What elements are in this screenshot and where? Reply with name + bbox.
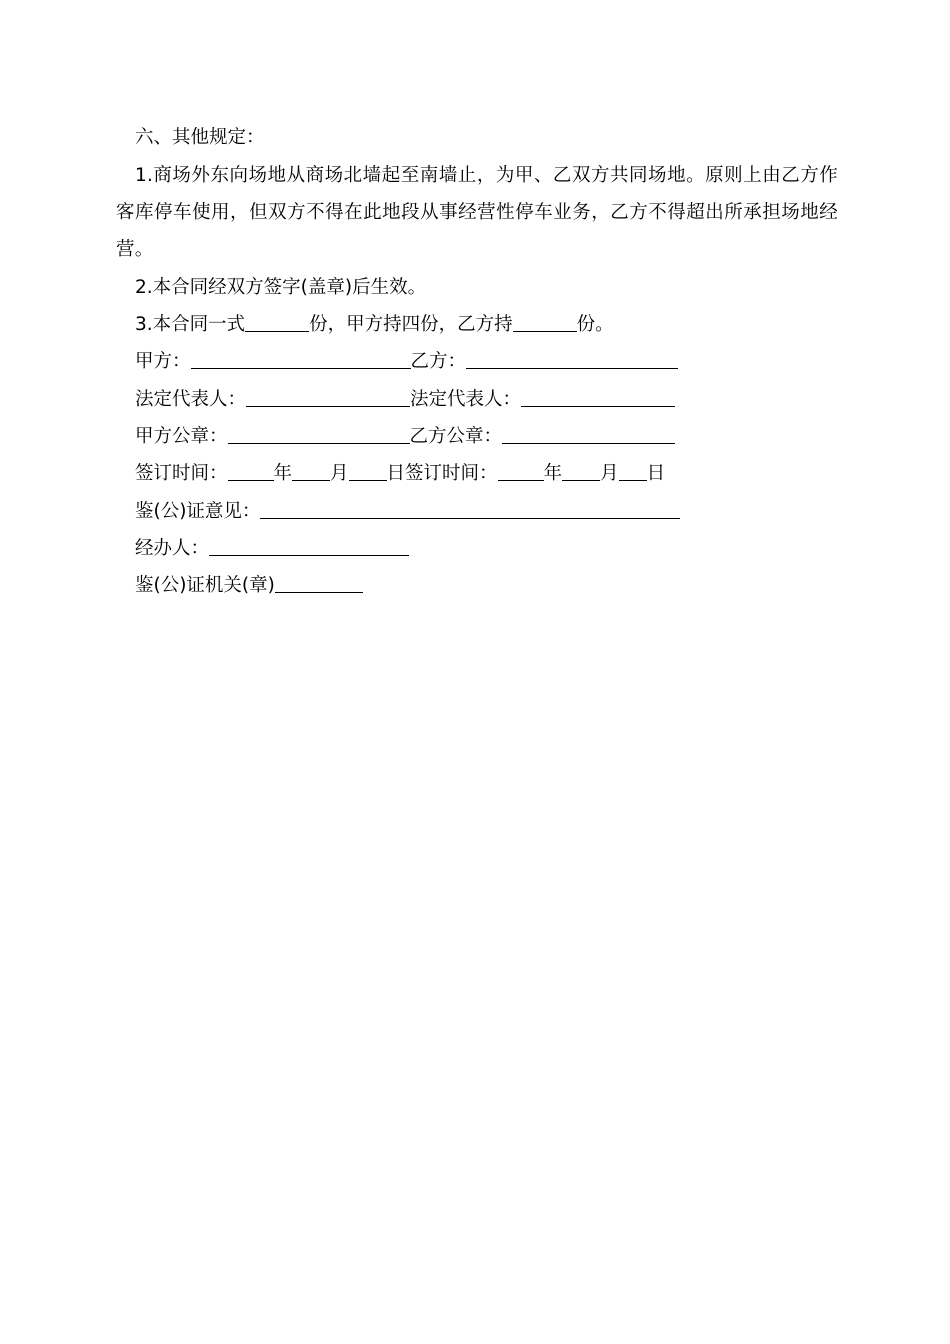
date-a-month-blank[interactable] — [292, 462, 330, 481]
seal-b-label: 乙方公章： — [409, 426, 503, 447]
date-b-month-blank[interactable] — [562, 462, 600, 481]
section-heading: 六、其他规定： — [135, 127, 265, 148]
clause-3 — [135, 313, 614, 337]
handler-blank[interactable] — [209, 537, 409, 556]
party-a-label: 甲方： — [135, 351, 191, 372]
date-a-label: 签订时间： — [135, 463, 228, 484]
copies-total-blank[interactable] — [245, 313, 309, 332]
notary-org-row — [135, 574, 363, 598]
date-a-year: 年 — [273, 463, 293, 484]
legal-rep-row — [135, 388, 675, 412]
seal-row — [135, 425, 675, 449]
notary-opinion-row — [135, 500, 680, 524]
clause-3-part3: 份。 — [576, 314, 614, 335]
date-b-month: 月 — [600, 463, 619, 484]
notary-opinion-label: 鉴(公)证意见： — [135, 501, 261, 522]
seal-a-blank[interactable] — [228, 425, 410, 444]
date-b-year-blank[interactable] — [498, 462, 544, 481]
date-b-label: 日签订时间： — [386, 463, 498, 484]
party-a-blank[interactable] — [191, 350, 411, 369]
handler-row — [135, 537, 409, 561]
clause-3-part2: 份，甲方持四份，乙方持 — [309, 314, 513, 335]
handler-label: 经办人： — [135, 538, 210, 559]
clause-3-part1: 3.本合同一式 — [135, 314, 246, 335]
rep-a-label: 法定代表人： — [135, 389, 247, 410]
party-b-label: 乙方： — [410, 351, 467, 372]
party-row — [135, 350, 678, 374]
copies-party-b-blank[interactable] — [513, 313, 577, 332]
clause-2: 2.本合同经双方签字(盖章)后生效。 — [135, 277, 427, 298]
seal-b-blank[interactable] — [502, 425, 675, 444]
notary-org-blank[interactable] — [275, 574, 363, 593]
date-b-day: 日 — [646, 463, 666, 484]
clause-1: 1.商场外东向场地从商场北墙起至南墙止，为甲、乙双方共同场地。原则上由乙方作客库停车使用，但双方不得在此地段从事经营性停车业务，乙方不得超出所承担场地经营。 — [116, 165, 838, 260]
date-a-day-blank[interactable] — [349, 462, 387, 481]
rep-b-blank[interactable] — [521, 388, 675, 407]
notary-org-label: 鉴(公)证机关(章) — [135, 575, 275, 596]
rep-a-blank[interactable] — [246, 388, 410, 407]
date-b-day-blank[interactable] — [619, 462, 647, 481]
date-a-month: 月 — [330, 463, 349, 484]
party-b-blank[interactable] — [466, 350, 678, 369]
notary-opinion-blank[interactable] — [260, 500, 680, 519]
date-a-year-blank[interactable] — [228, 462, 274, 481]
rep-b-label: 法定代表人： — [410, 389, 522, 410]
date-row — [135, 462, 665, 486]
seal-a-label: 甲方公章： — [135, 426, 228, 447]
date-b-year: 年 — [543, 463, 563, 484]
